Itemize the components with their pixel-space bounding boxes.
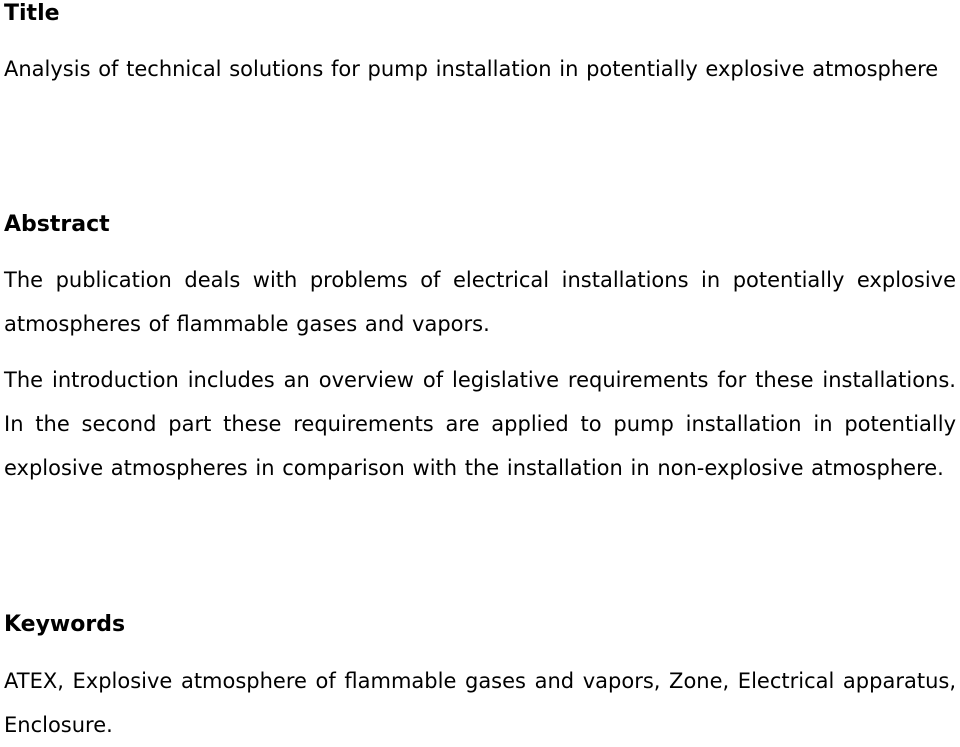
keywords-heading: Keywords — [4, 612, 126, 637]
keywords-text: ATEX, Explosive atmosphere of flammable gases and vapors, Zone, Electrical apparatus, Enclosure. — [4, 669, 956, 737]
abstract-paragraph-1: The publication deals with problems of electrical installations in potentially explosive atmospheres of flammable gases and vapors. — [4, 268, 956, 336]
title-heading: Title — [4, 1, 60, 26]
title-text: Analysis of technical solutions for pump installation in potentially explosive atmosphere — [4, 57, 939, 81]
abstract-heading: Abstract — [4, 212, 110, 237]
abstract-paragraph-2: The introduction includes an overview of legislative requirements for these installations. In the second part these requirements are applied to pump installation in potentially explosive atmospheres in comparison with the installation in non-explosive atmosphere. — [4, 368, 956, 480]
